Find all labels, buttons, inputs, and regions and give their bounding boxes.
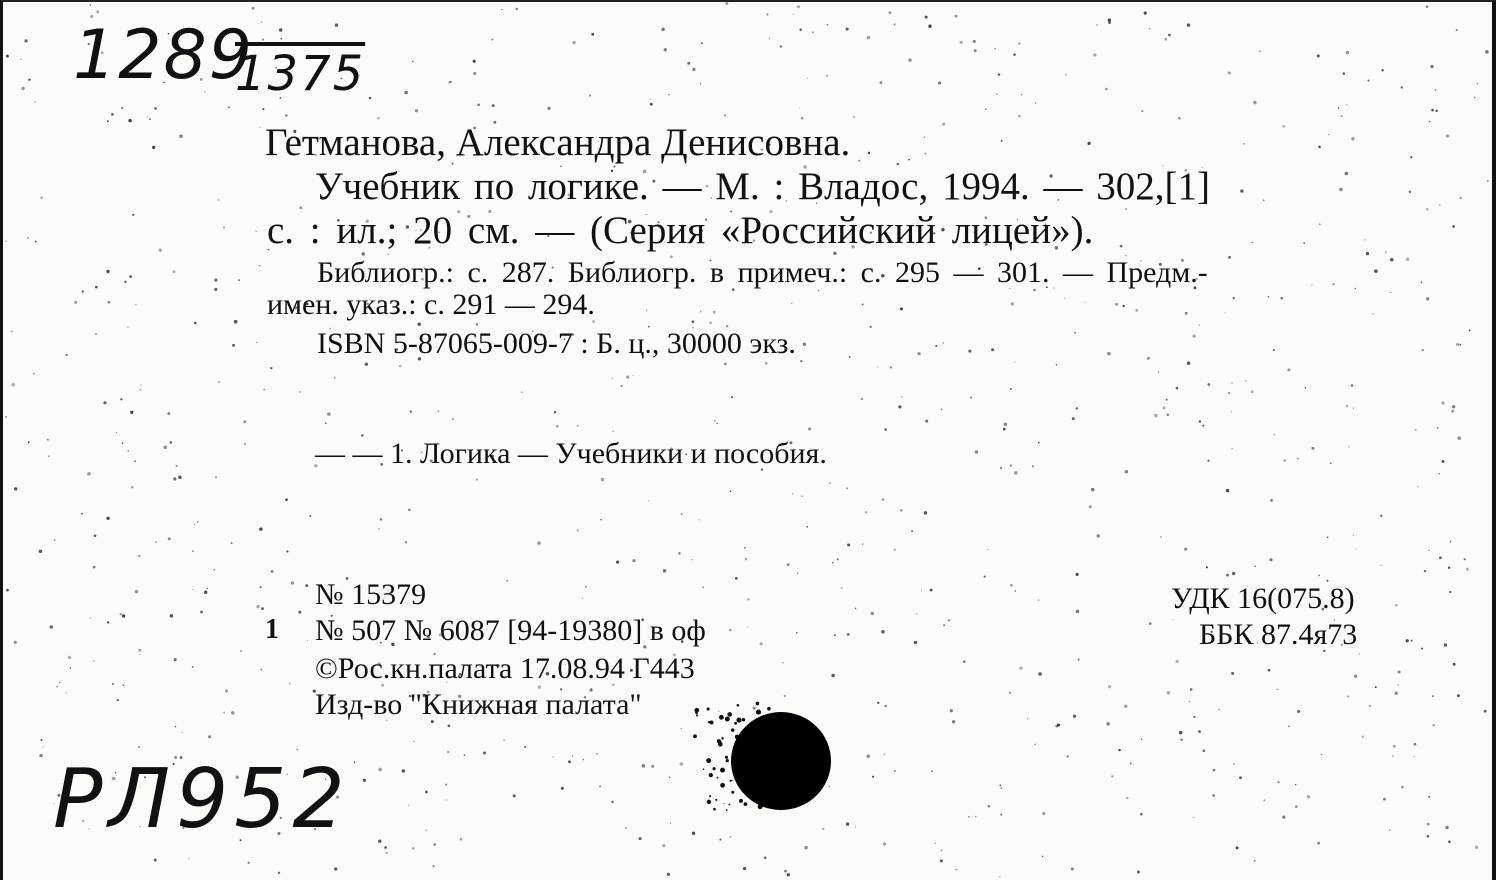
record-number-line: № 15379: [315, 578, 427, 611]
udk-code: УДК 16(075.8): [1171, 582, 1355, 615]
isbn-line: ISBN 5-87065-009-7 : Б. ц., 30000 экз.: [317, 327, 796, 360]
bibliography-note-line-1: Библиогр.: с. 287. Библиогр. в примеч.: с. 295 — 301. — Предм.-: [317, 256, 1208, 289]
bbk-code: ББК 87.4я73: [1199, 618, 1358, 651]
title-line: Учебник по логике. — М. : Владос, 1994. — 302,[1]: [315, 165, 1210, 208]
publisher-line: Изд-во "Книжная палата": [315, 688, 642, 721]
handwritten-shelf-code: РЛ952: [53, 752, 351, 847]
handwritten-top-number: 1289: [73, 16, 255, 95]
copyright-line: ©Рос.кн.палата 17.08.94 Г443: [315, 652, 695, 685]
author-line: Гетманова, Александра Денисовна.: [265, 121, 851, 164]
card-punch-hole: [731, 712, 831, 810]
registration-numbers-line: № 507 № 6087 [94-19380] в оф: [315, 614, 706, 647]
physical-description-line: с. : ил.; 20 см. — (Серия «Российский лицей»).: [267, 209, 1094, 252]
subject-heading-line: — — 1. Логика — Учебники и пособия.: [315, 437, 827, 470]
handwritten-top-fraction: 1375: [235, 46, 366, 102]
bibliography-note-line-2: имен. указ.: с. 291 — 294.: [267, 288, 595, 321]
copy-marker: 1: [265, 614, 279, 645]
